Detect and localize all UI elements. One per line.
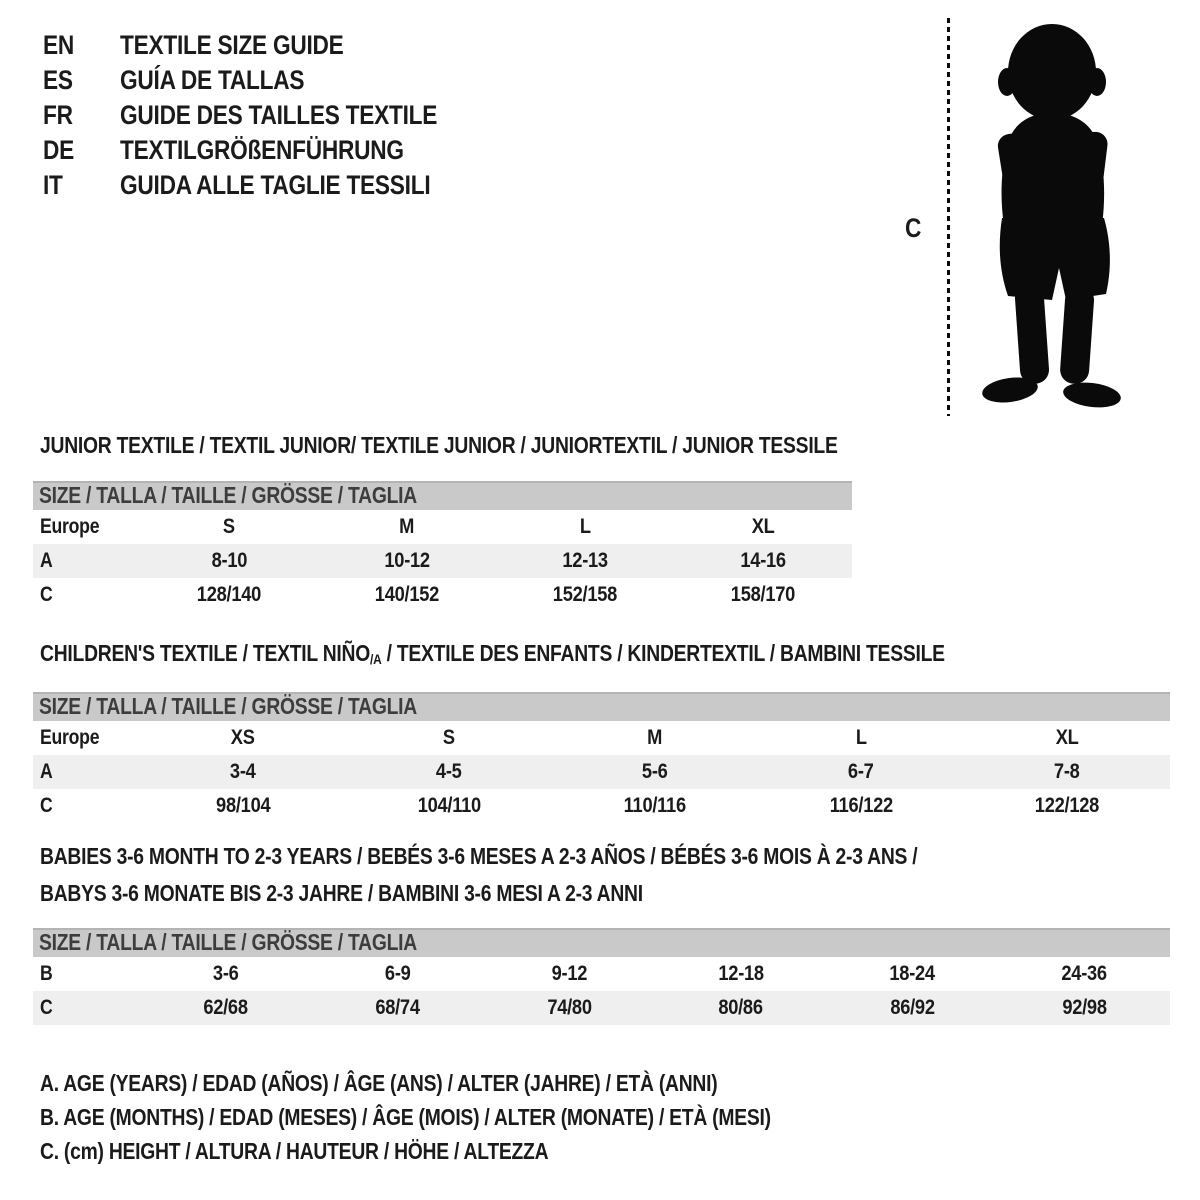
table-cell: 5-6 (642, 760, 668, 783)
table-cell: 86/92 (890, 996, 935, 1019)
table-cell: 158/170 (730, 583, 796, 606)
table-cell: L (855, 726, 867, 749)
language-title-list (43, 28, 498, 203)
table-row (33, 578, 852, 612)
row-label: Europe (40, 726, 100, 749)
language-code: FR (43, 100, 73, 130)
table-cell: 3-6 (213, 962, 239, 985)
table-cell: 14-16 (740, 549, 786, 572)
row-label: C (40, 794, 53, 817)
language-row (43, 98, 498, 133)
table-cell: 80/86 (718, 996, 764, 1019)
table-row (33, 755, 1170, 789)
table-cell: XL (751, 515, 775, 538)
row-label: A (40, 760, 53, 783)
height-measure-label: C (905, 213, 922, 243)
language-code: ES (43, 65, 73, 95)
table-cell: 152/158 (552, 583, 618, 606)
table-cell: 24-36 (1061, 962, 1107, 985)
height-measure-dotted-line (947, 18, 950, 416)
table-cell: 9-12 (551, 962, 587, 985)
table-cell: L (579, 515, 591, 538)
row-label: C (40, 996, 53, 1019)
table-cell: 4-5 (436, 760, 462, 783)
babies-size-table (33, 928, 1170, 1025)
table-cell: 3-4 (230, 760, 256, 783)
table-cell: 12-18 (718, 962, 764, 985)
size-header-bar (33, 928, 1170, 957)
table-cell: 6-7 (848, 760, 874, 783)
table-cell: XL (1055, 726, 1079, 749)
junior-section-title: JUNIOR TEXTILE / TEXTIL JUNIOR/ TEXTILE JUNIOR / JUNIORTEXTIL / JUNIOR TESSILE (40, 432, 838, 458)
table-cell: 98/104 (215, 794, 271, 817)
table-row (33, 789, 1170, 823)
row-label: B (40, 962, 53, 985)
table-cell: 116/122 (829, 794, 893, 817)
table-row (33, 957, 1170, 991)
table-cell: 8-10 (211, 549, 247, 572)
table-cell: M (399, 515, 415, 538)
size-header-label: SIZE / TALLA / TAILLE / GRÖSSE / TAGLIA (39, 693, 417, 719)
table-cell: 18-24 (889, 962, 936, 985)
size-header-label: SIZE / TALLA / TAILLE / GRÖSSE / TAGLIA (39, 929, 417, 955)
table-row (33, 510, 852, 544)
table-row (33, 721, 1170, 755)
table-cell: 10-12 (384, 549, 430, 572)
table-cell: 6-9 (384, 962, 411, 985)
language-title: GUIDA ALLE TAGLIE TESSILI (120, 170, 431, 200)
toddler-silhouette-icon (960, 18, 1148, 420)
babies-section-title (40, 838, 1085, 912)
table-cell: 128/140 (196, 583, 262, 606)
children-section-title: CHILDREN'S TEXTILE / TEXTIL NIÑO/A / TEXTILE DES ENFANTS / KINDERTEXTIL / BAMBINI TESSILE (40, 640, 945, 669)
table-cell: 7-8 (1054, 760, 1080, 783)
legend-line-c: C. (cm) HEIGHT / ALTURA / HAUTEUR / HÖHE / ALTEZZA (40, 1137, 549, 1164)
table-cell: S (223, 515, 235, 538)
language-code: IT (43, 170, 63, 200)
table-cell: 12-13 (562, 549, 608, 572)
table-cell: 74/80 (546, 996, 592, 1019)
language-code: DE (43, 135, 75, 165)
language-title: GUÍA DE TALLAS (120, 65, 305, 95)
row-label: Europe (40, 515, 100, 538)
table-cell: XS (231, 726, 255, 749)
legend-line-a: A. AGE (YEARS) / EDAD (AÑOS) / ÂGE (ANS) / ALTER (JAHRE) / ETÀ (ANNI) (40, 1069, 718, 1096)
table-cell: 122/128 (1034, 794, 1100, 817)
language-code: EN (43, 30, 75, 60)
language-row (43, 28, 498, 63)
size-header-bar (33, 692, 1170, 721)
table-cell: 62/68 (203, 996, 249, 1019)
table-row (33, 991, 1170, 1025)
measure-legend (40, 1066, 910, 1168)
size-header-bar (33, 481, 852, 510)
table-cell: 68/74 (375, 996, 420, 1019)
table-cell: 92/98 (1061, 996, 1107, 1019)
table-cell: M (647, 726, 663, 749)
table-cell: 110/116 (623, 794, 687, 817)
language-title: GUIDE DES TAILLES TEXTILE (120, 100, 438, 130)
table-cell: S (443, 726, 455, 749)
babies-title-line2: BABYS 3-6 MONATE BIS 2-3 JAHRE / BAMBINI 3-6 MESI A 2-3 ANNI (40, 880, 643, 906)
children-size-table (33, 692, 1170, 823)
language-row (43, 133, 498, 168)
legend-line-b: B. AGE (MONTHS) / EDAD (MESES) / ÂGE (MOIS) / ALTER (MONATE) / ETÀ (MESI) (40, 1103, 771, 1130)
row-label: A (40, 549, 53, 572)
language-row (43, 168, 498, 203)
table-row (33, 544, 852, 578)
babies-title-line1: BABIES 3-6 MONTH TO 2-3 YEARS / BEBÉS 3-6 MESES A 2-3 AÑOS / BÉBÉS 3-6 MOIS À 2-3 ANS / (40, 843, 918, 869)
junior-size-table (33, 481, 852, 612)
nino-a-subscript: /A (370, 652, 382, 669)
table-cell: 140/152 (374, 583, 440, 606)
row-label: C (40, 583, 53, 606)
table-cell: 104/110 (417, 794, 481, 817)
language-row (43, 63, 498, 98)
size-header-label: SIZE / TALLA / TAILLE / GRÖSSE / TAGLIA (39, 482, 417, 508)
language-title: TEXTILE SIZE GUIDE (120, 30, 344, 60)
language-title: TEXTILGRÖßENFÜHRUNG (120, 135, 404, 165)
